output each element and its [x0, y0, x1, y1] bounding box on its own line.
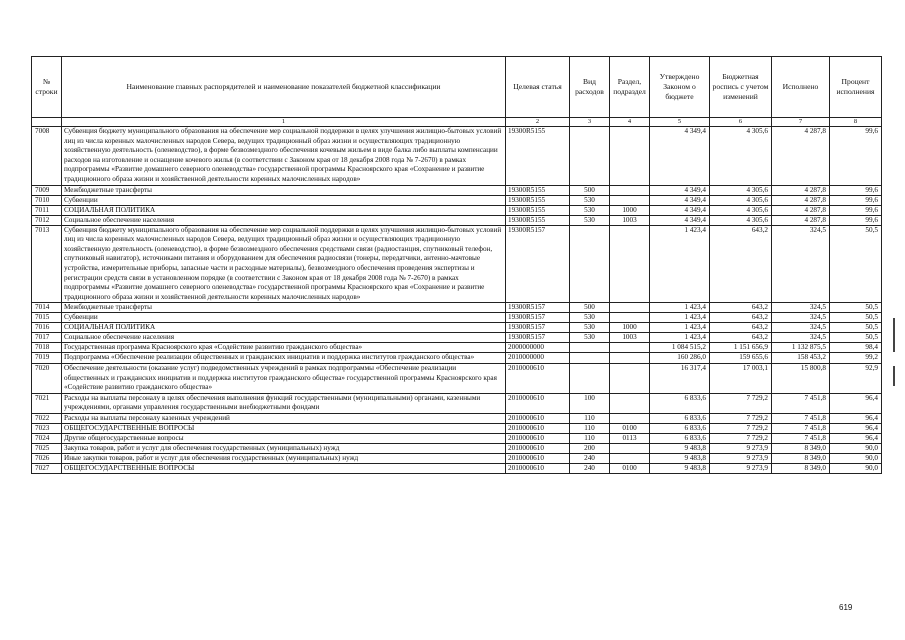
row-name: Другие общегосударственные вопросы	[62, 433, 506, 443]
header-type: Вид расходов	[570, 57, 610, 118]
table-row	[32, 343, 882, 353]
row-schedule: 159 655,6	[710, 353, 772, 364]
column-number: 2	[506, 118, 570, 127]
row-section	[610, 363, 650, 393]
column-number: 7	[772, 118, 830, 127]
row-section: 1000	[610, 323, 650, 333]
row-number: 7008	[32, 127, 62, 186]
row-percent: 96,4	[830, 423, 882, 433]
row-executed: 15 800,8	[772, 363, 830, 393]
row-type	[570, 353, 610, 364]
row-section	[610, 303, 650, 313]
row-percent: 96,4	[830, 413, 882, 423]
table-row	[32, 363, 882, 393]
row-number: 7014	[32, 303, 62, 313]
row-section	[610, 313, 650, 323]
row-target: 2010000610	[506, 443, 570, 453]
row-executed: 7 451,8	[772, 413, 830, 423]
table-row	[32, 185, 882, 195]
row-percent: 92,9	[830, 363, 882, 393]
row-name: Межбюджетные трансферты	[62, 303, 506, 313]
header-row-number: № строки	[32, 57, 62, 118]
table-row	[32, 303, 882, 313]
row-executed: 8 349,0	[772, 443, 830, 453]
row-executed: 4 287,8	[772, 195, 830, 205]
row-type: 530	[570, 333, 610, 343]
row-section	[610, 413, 650, 423]
row-approved: 1 084 515,2	[650, 343, 710, 353]
row-percent: 50,5	[830, 333, 882, 343]
row-name: Социальное обеспечение населения	[62, 215, 506, 225]
column-number: 8	[830, 118, 882, 127]
row-type: 110	[570, 423, 610, 433]
table-row	[32, 333, 882, 343]
row-number: 7016	[32, 323, 62, 333]
row-type: 530	[570, 205, 610, 215]
row-approved: 160 286,0	[650, 353, 710, 364]
row-name: Иные закупки товаров, работ и услуг для обеспечения государственных (муниципальных) нужд	[62, 453, 506, 463]
row-name: Социальное обеспечение населения	[62, 333, 506, 343]
table-row	[32, 323, 882, 333]
table-row	[32, 353, 882, 364]
table-row	[32, 195, 882, 205]
row-executed: 324,5	[772, 303, 830, 313]
row-schedule: 4 305,6	[710, 195, 772, 205]
row-schedule: 4 305,6	[710, 127, 772, 186]
row-schedule: 643,2	[710, 303, 772, 313]
row-schedule: 9 273,9	[710, 443, 772, 453]
row-percent: 90,0	[830, 463, 882, 473]
row-percent: 50,5	[830, 303, 882, 313]
budget-table-sheet	[31, 56, 881, 474]
row-target: 19300R5155	[506, 205, 570, 215]
row-percent: 99,6	[830, 127, 882, 186]
row-type: 240	[570, 453, 610, 463]
row-schedule: 7 729,2	[710, 433, 772, 443]
header-row	[32, 57, 882, 118]
table-row	[32, 313, 882, 323]
row-executed: 324,5	[772, 333, 830, 343]
table-row	[32, 453, 882, 463]
row-schedule: 643,2	[710, 323, 772, 333]
row-section	[610, 225, 650, 303]
row-executed: 7 451,8	[772, 433, 830, 443]
row-name: Расходы на выплаты персоналу казенных учреждений	[62, 413, 506, 423]
header-name: Наименование главных распорядителей и наименование показателей бюджетной классификации	[62, 57, 506, 118]
row-number: 7012	[32, 215, 62, 225]
row-name: Закупка товаров, работ и услуг для обеспечения государственных (муниципальных) нужд	[62, 443, 506, 453]
row-section	[610, 185, 650, 195]
row-approved: 6 833,6	[650, 413, 710, 423]
row-approved: 4 349,4	[650, 127, 710, 186]
row-approved: 4 349,4	[650, 195, 710, 205]
budget-table	[31, 56, 882, 474]
table-row	[32, 443, 882, 453]
row-approved: 1 423,4	[650, 225, 710, 303]
row-schedule: 643,2	[710, 225, 772, 303]
row-percent: 50,5	[830, 225, 882, 303]
row-name: Обеспечение деятельности (оказание услуг) подведомственных учреждений в рамках подпрограммы «Обеспечение реализации общественных и гражданских инициатив и поддержка институтов гражданского общества» государственной программы Красноярского края «Содействие развитию гражданского общества»	[62, 363, 506, 393]
row-target: 2010000610	[506, 393, 570, 413]
row-number: 7025	[32, 443, 62, 453]
row-target: 2010000610	[506, 423, 570, 433]
row-name: Расходы на выплаты персоналу в целях обеспечения выполнения функций государственными (муниципальными) органами, казенными учреждениями, органами управления государственными внебюджетными фондами	[62, 393, 506, 413]
row-approved: 6 833,6	[650, 393, 710, 413]
row-number: 7018	[32, 343, 62, 353]
row-type	[570, 127, 610, 186]
row-section	[610, 127, 650, 186]
row-target: 19300R5157	[506, 313, 570, 323]
row-name: СОЦИАЛЬНАЯ ПОЛИТИКА	[62, 205, 506, 215]
row-number: 7019	[32, 353, 62, 364]
row-percent: 96,4	[830, 393, 882, 413]
scan-edge-mark	[893, 318, 895, 352]
row-schedule: 7 729,2	[710, 423, 772, 433]
row-section	[610, 195, 650, 205]
row-approved: 1 423,4	[650, 323, 710, 333]
row-section: 0100	[610, 423, 650, 433]
row-schedule: 4 305,6	[710, 215, 772, 225]
row-percent: 99,6	[830, 195, 882, 205]
column-number: 6	[710, 118, 772, 127]
row-executed: 8 349,0	[772, 453, 830, 463]
row-schedule: 7 729,2	[710, 393, 772, 413]
row-target: 2010000610	[506, 453, 570, 463]
row-name: ОБЩЕГОСУДАРСТВЕННЫЕ ВОПРОСЫ	[62, 463, 506, 473]
row-percent: 50,5	[830, 313, 882, 323]
scan-edge-mark	[893, 366, 895, 386]
row-type: 530	[570, 323, 610, 333]
row-percent: 90,0	[830, 453, 882, 463]
table-row	[32, 423, 882, 433]
row-number: 7021	[32, 393, 62, 413]
header-target: Целевая статья	[506, 57, 570, 118]
row-name: ОБЩЕГОСУДАРСТВЕННЫЕ ВОПРОСЫ	[62, 423, 506, 433]
header-executed: Исполнено	[772, 57, 830, 118]
row-schedule: 1 151 656,9	[710, 343, 772, 353]
row-executed: 4 287,8	[772, 205, 830, 215]
table-row	[32, 393, 882, 413]
row-percent: 50,5	[830, 323, 882, 333]
header-schedule: Бюджетная роспись с учетом изменений	[710, 57, 772, 118]
row-number: 7023	[32, 423, 62, 433]
row-type: 110	[570, 433, 610, 443]
row-schedule: 643,2	[710, 313, 772, 323]
row-executed: 7 451,8	[772, 423, 830, 433]
row-name: Субвенции	[62, 313, 506, 323]
row-schedule: 17 003,1	[710, 363, 772, 393]
row-schedule: 7 729,2	[710, 413, 772, 423]
row-approved: 9 483,8	[650, 463, 710, 473]
row-number: 7020	[32, 363, 62, 393]
row-number: 7009	[32, 185, 62, 195]
row-percent: 98,4	[830, 343, 882, 353]
row-executed: 158 453,2	[772, 353, 830, 364]
row-type: 500	[570, 303, 610, 313]
row-number: 7027	[32, 463, 62, 473]
row-number: 7011	[32, 205, 62, 215]
row-target: 19300R5157	[506, 225, 570, 303]
row-section	[610, 453, 650, 463]
row-type	[570, 363, 610, 393]
row-number: 7010	[32, 195, 62, 205]
row-number: 7022	[32, 413, 62, 423]
row-executed: 324,5	[772, 323, 830, 333]
row-section	[610, 343, 650, 353]
row-percent: 90,0	[830, 443, 882, 453]
row-target: 19300R5157	[506, 333, 570, 343]
row-type: 110	[570, 413, 610, 423]
row-target: 19300R5155	[506, 185, 570, 195]
row-schedule: 643,2	[710, 333, 772, 343]
row-section: 1003	[610, 215, 650, 225]
row-approved: 1 423,4	[650, 313, 710, 323]
row-target: 2010000000	[506, 353, 570, 364]
row-section: 0113	[610, 433, 650, 443]
table-row	[32, 127, 882, 186]
row-target: 19300R5157	[506, 323, 570, 333]
row-target: 2000000000	[506, 343, 570, 353]
row-number: 7013	[32, 225, 62, 303]
column-numbers-row	[32, 118, 882, 127]
header-section: Раздел, подраздел	[610, 57, 650, 118]
row-executed: 8 349,0	[772, 463, 830, 473]
row-type: 530	[570, 215, 610, 225]
row-section: 0100	[610, 463, 650, 473]
header-percent: Процент исполнения	[830, 57, 882, 118]
row-number: 7015	[32, 313, 62, 323]
column-number	[32, 118, 62, 127]
table-row	[32, 463, 882, 473]
row-executed: 1 132 875,5	[772, 343, 830, 353]
row-approved: 4 349,4	[650, 185, 710, 195]
row-name: СОЦИАЛЬНАЯ ПОЛИТИКА	[62, 323, 506, 333]
row-name: Субвенция бюджету муниципального образования на обеспечение мер социальной поддержки в целях улучшения жилищно-бытовых условий лиц из числа коренных малочисленных народов Севера, ведущих традиционный образ жизни и осуществляющих традиционную хозяйственную деятельность (оленеводство), в форме безвозмездного обеспечения кочевым жильем в виде балка либо выплаты компенсации расходов на изготовление и оснащение кочевого жилья (в соответствии с Законом края от 18 декабря 2008 года № 7-2670) в рамках подпрограммы «Развитие домашнего северного оленеводства» государственной программы Красноярского края «Сохранение и развитие традиционного образа жизни и хозяйственной деятельности коренных малочисленных народов»	[62, 127, 506, 186]
row-approved: 1 423,4	[650, 303, 710, 313]
row-type: 500	[570, 185, 610, 195]
page-number: 619	[839, 603, 853, 612]
row-percent: 99,6	[830, 215, 882, 225]
row-number: 7017	[32, 333, 62, 343]
row-approved: 6 833,6	[650, 433, 710, 443]
column-number: 3	[570, 118, 610, 127]
row-target: 19300R5155	[506, 195, 570, 205]
row-schedule: 9 273,9	[710, 463, 772, 473]
row-percent: 99,6	[830, 205, 882, 215]
row-percent: 99,6	[830, 185, 882, 195]
row-schedule: 9 273,9	[710, 453, 772, 463]
table-row	[32, 413, 882, 423]
row-percent: 99,2	[830, 353, 882, 364]
row-target: 2010000610	[506, 363, 570, 393]
row-section	[610, 443, 650, 453]
row-executed: 324,5	[772, 225, 830, 303]
row-approved: 16 317,4	[650, 363, 710, 393]
row-percent: 96,4	[830, 433, 882, 443]
row-target: 19300R5157	[506, 303, 570, 313]
row-approved: 1 423,4	[650, 333, 710, 343]
row-approved: 4 349,4	[650, 205, 710, 215]
column-number: 1	[62, 118, 506, 127]
row-approved: 9 483,8	[650, 453, 710, 463]
row-name: Субвенции	[62, 195, 506, 205]
row-target: 2010000610	[506, 413, 570, 423]
row-name: Межбюджетные трансферты	[62, 185, 506, 195]
row-name: Государственная программа Красноярского края «Содействие развитию гражданского общества»	[62, 343, 506, 353]
column-number: 4	[610, 118, 650, 127]
row-target: 19300R5155	[506, 215, 570, 225]
row-approved: 9 483,8	[650, 443, 710, 453]
row-type: 530	[570, 313, 610, 323]
row-executed: 4 287,8	[772, 215, 830, 225]
row-number: 7026	[32, 453, 62, 463]
row-type	[570, 225, 610, 303]
row-executed: 7 451,8	[772, 393, 830, 413]
header-approved: Утверждено Законом о бюджете	[650, 57, 710, 118]
row-target: 2010000610	[506, 463, 570, 473]
table-row	[32, 225, 882, 303]
row-executed: 4 287,8	[772, 185, 830, 195]
row-section	[610, 353, 650, 364]
row-schedule: 4 305,6	[710, 185, 772, 195]
table-row	[32, 205, 882, 215]
row-section: 1000	[610, 205, 650, 215]
table-row	[32, 215, 882, 225]
table-row	[32, 433, 882, 443]
row-number: 7024	[32, 433, 62, 443]
row-name: Субвенция бюджету муниципального образования на обеспечение мер социальной поддержки в целях улучшения жилищно-бытовых условий лиц из числа коренных малочисленных народов Севера, ведущих традиционный образ жизни и осуществляющих традиционную хозяйственную деятельность (оленеводство), в форме безвозмездного обеспечения средствами связи (радиостанция, спутниковый телефон, спутниковый навигатор), источниками питания и оборудованием для обеспечения радиосвязи (тонеры, передатчики, антенно-мачтовые устройства, измерительные приборы, запасные части и расходные материалы), безвозмездного обеспечения проведения экспертизы и регистрации средств связи в установленном порядке (в соответствии с Законом края от 18 декабря 2008 года № 7-2670) в рамках подпрограммы «Развитие домашнего северного оленеводства» государственной программы Красноярского края «Сохранение и развитие традиционного образа жизни и хозяйственной деятельности коренных малочисленных народов»	[62, 225, 506, 303]
row-type: 100	[570, 393, 610, 413]
row-name: Подпрограмма «Обеспечение реализации общественных и гражданских инициатив и поддержка институтов гражданского общества»	[62, 353, 506, 364]
row-executed: 4 287,8	[772, 127, 830, 186]
column-number: 5	[650, 118, 710, 127]
row-section	[610, 393, 650, 413]
row-type: 530	[570, 195, 610, 205]
row-type	[570, 343, 610, 353]
row-type: 240	[570, 463, 610, 473]
row-approved: 4 349,4	[650, 215, 710, 225]
row-approved: 6 833,6	[650, 423, 710, 433]
row-target: 19300R5155	[506, 127, 570, 186]
row-executed: 324,5	[772, 313, 830, 323]
row-target: 2010000610	[506, 433, 570, 443]
row-section: 1003	[610, 333, 650, 343]
row-schedule: 4 305,6	[710, 205, 772, 215]
row-type: 200	[570, 443, 610, 453]
